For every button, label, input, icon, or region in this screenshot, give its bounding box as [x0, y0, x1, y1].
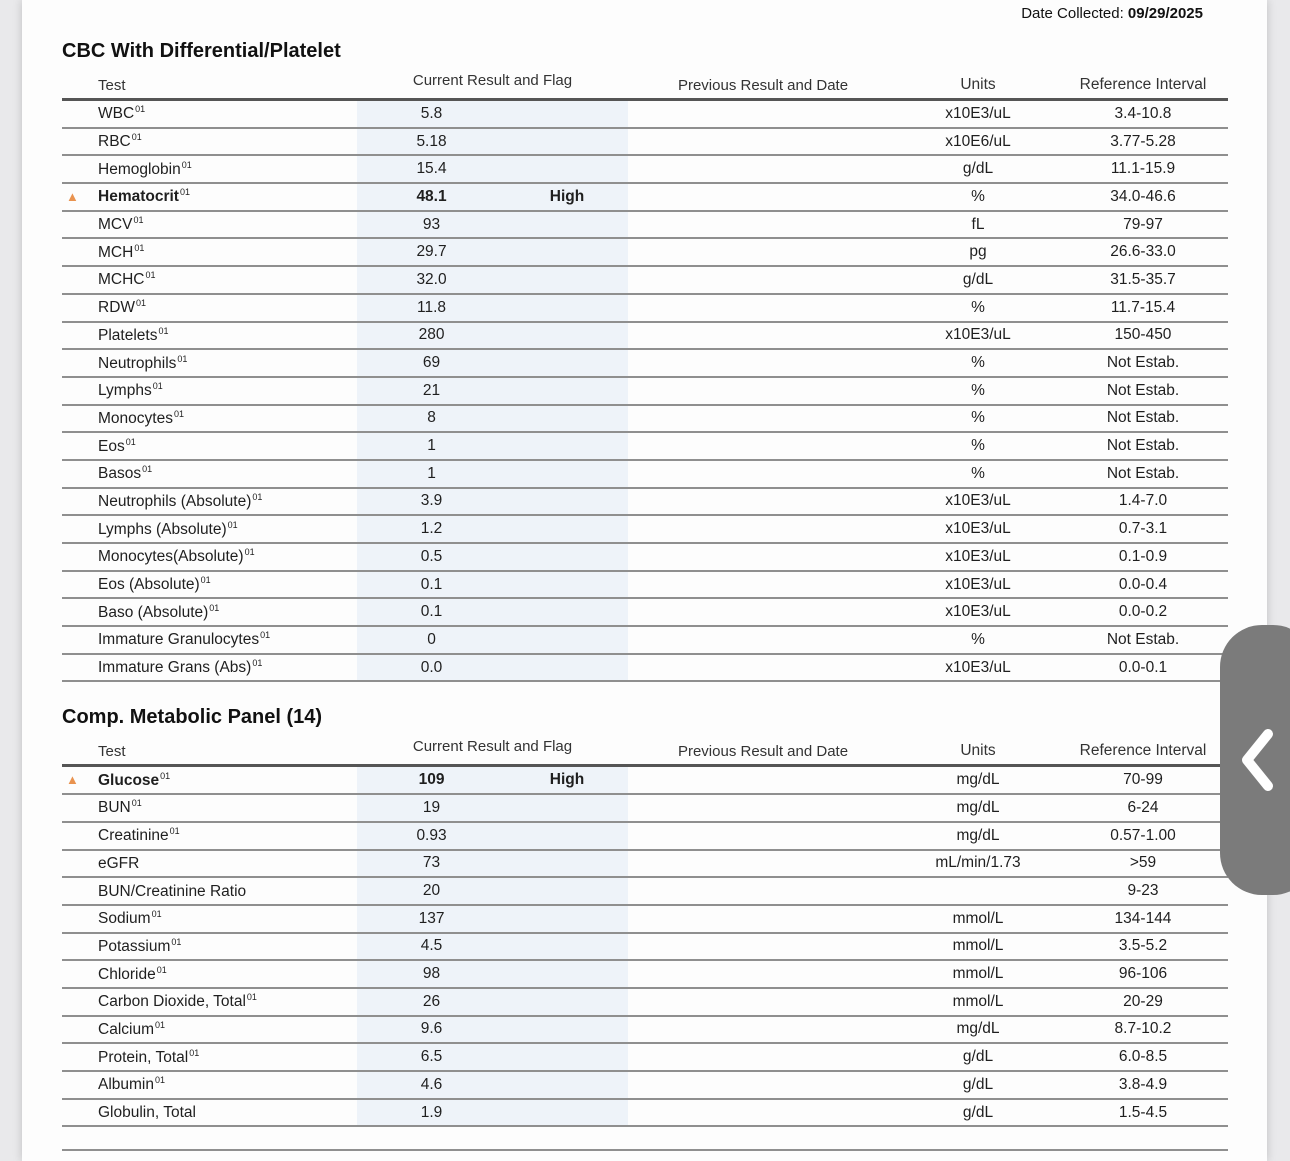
reference-cell: 3.77-5.28: [1110, 132, 1176, 150]
test-cell: [62, 160, 357, 179]
result-value: 21: [422, 381, 441, 399]
units-cell: mg/dL: [956, 1020, 1000, 1038]
lab-result-row: [62, 212, 1228, 240]
column-header-previous-result: Previous Result and Date: [677, 742, 849, 760]
result-value: 0.93: [416, 826, 447, 844]
current-result-cell: [357, 461, 628, 487]
current-result-cell: [357, 239, 628, 265]
test-superscript: 01: [244, 547, 255, 558]
test-cell: [62, 1075, 357, 1094]
lab-result-row: [62, 1017, 1228, 1045]
current-result-cell: [357, 544, 628, 570]
current-result-cell: [357, 599, 628, 625]
test-cell: [62, 354, 357, 373]
units-cell: x10E3/uL: [945, 547, 1011, 565]
current-result-cell: [357, 156, 628, 182]
reference-cell: 26.6-33.0: [1110, 243, 1176, 261]
test-name: Potassium: [98, 937, 171, 955]
test-name: Creatinine: [98, 827, 169, 845]
lab-result-row: [62, 627, 1228, 655]
lab-result-row: [62, 1072, 1228, 1100]
column-header-current-result: Current Result and Flag: [412, 72, 573, 89]
test-name: Baso (Absolute): [98, 603, 209, 621]
current-result-cell: [357, 823, 628, 849]
lab-result-row: [62, 239, 1228, 267]
lab-result-row: [62, 989, 1228, 1017]
test-name: Immature Granulocytes: [98, 631, 260, 649]
result-value: 19: [422, 798, 441, 816]
test-name: Glucose: [98, 771, 160, 789]
result-value: 5.8: [420, 104, 443, 122]
reference-cell: 0.0-0.4: [1118, 575, 1168, 593]
test-name: RDW: [98, 299, 136, 317]
current-result-cell: [357, 989, 628, 1015]
test-superscript: 01: [209, 602, 220, 613]
reference-cell: 11.1-15.9: [1110, 160, 1176, 178]
test-cell: [62, 798, 357, 817]
reference-cell: 31.5-35.7: [1110, 270, 1176, 288]
lab-panel-section: [22, 704, 1267, 1151]
lab-result-row: [62, 406, 1228, 434]
result-value: 69: [422, 354, 441, 372]
test-name: Hematocrit: [98, 188, 179, 206]
reference-cell: 1.5-4.5: [1118, 1103, 1168, 1121]
test-cell: [62, 1103, 357, 1122]
test-superscript: 01: [200, 575, 211, 586]
result-value: 5.18: [416, 132, 447, 150]
current-result-cell: [357, 961, 628, 987]
current-result-cell: [357, 212, 628, 238]
units-cell: mmol/L: [952, 937, 1004, 955]
test-name: RBC: [98, 133, 131, 151]
reference-cell: Not Estab.: [1106, 354, 1180, 372]
reference-cell: >59: [1129, 854, 1157, 872]
reference-cell: 6.0-8.5: [1118, 1048, 1168, 1066]
current-result-cell: [357, 323, 628, 349]
test-cell: [62, 547, 357, 566]
date-collected-label: Date Collected:: [1021, 5, 1128, 22]
lab-result-row: [62, 544, 1228, 572]
result-value: 1.9: [420, 1103, 443, 1121]
test-name: BUN: [98, 799, 131, 817]
units-cell: x10E3/uL: [945, 658, 1011, 676]
result-value: 48.1: [416, 187, 447, 205]
current-result-cell: [357, 655, 628, 681]
test-cell: [62, 909, 357, 928]
test-name: Immature Grans (Abs): [98, 659, 252, 677]
lab-result-row: [62, 516, 1228, 544]
reference-cell: 9-23: [1127, 882, 1159, 900]
current-result-cell: [357, 350, 628, 376]
reference-cell: 34.0-46.6: [1110, 187, 1176, 205]
lab-result-row: [62, 101, 1228, 129]
lab-result-row: [62, 1044, 1228, 1072]
reference-cell: 3.8-4.9: [1118, 1075, 1168, 1093]
current-result-cell: [357, 1072, 628, 1098]
lab-result-row: [62, 655, 1228, 683]
result-value: 4.5: [420, 937, 443, 955]
lab-panel-section: [22, 38, 1267, 682]
test-name: Eos: [98, 437, 125, 455]
result-flag-text: High: [549, 187, 585, 205]
test-name: BUN/Creatinine Ratio: [98, 882, 247, 900]
test-superscript: 01: [177, 353, 188, 364]
lab-result-row: [62, 184, 1228, 212]
test-cell: [62, 270, 357, 289]
result-value: 20: [422, 882, 441, 900]
units-cell: %: [971, 437, 985, 455]
column-header-previous-result: Previous Result and Date: [677, 76, 849, 94]
units-cell: fL: [971, 215, 985, 233]
units-cell: mL/min/1.73: [935, 854, 1021, 872]
test-cell: [62, 937, 357, 956]
units-cell: %: [971, 464, 985, 482]
reference-cell: 1.4-7.0: [1118, 492, 1168, 510]
result-flag-text: High: [549, 771, 585, 789]
result-value: 1.2: [420, 520, 443, 538]
units-cell: g/dL: [962, 160, 994, 178]
test-name: Hemoglobin: [98, 160, 181, 178]
result-value: 3.9: [420, 492, 443, 510]
test-name: Sodium: [98, 910, 151, 928]
test-superscript: 01: [156, 964, 167, 975]
current-result-cell: [357, 906, 628, 932]
date-collected: [22, 0, 1267, 26]
test-superscript: 01: [136, 298, 147, 309]
lab-result-row: [62, 934, 1228, 962]
lab-result-row: [62, 599, 1228, 627]
test-cell: [62, 492, 357, 511]
table-header-row: [62, 738, 1228, 767]
result-value: 137: [418, 909, 445, 927]
test-superscript: 01: [160, 770, 171, 781]
result-value: 1: [427, 464, 436, 482]
current-result-cell: [357, 572, 628, 598]
reference-cell: Not Estab.: [1106, 630, 1180, 648]
result-value: 0.1: [420, 603, 443, 621]
reference-cell: 20-29: [1123, 992, 1163, 1010]
test-name: Protein, Total: [98, 1048, 189, 1066]
units-cell: mmol/L: [952, 965, 1004, 983]
lab-result-row: [62, 295, 1228, 323]
test-cell: [62, 603, 357, 622]
reference-cell: 0.1-0.9: [1118, 547, 1168, 565]
reference-cell: Not Estab.: [1106, 464, 1180, 482]
test-name: Carbon Dioxide, Total: [98, 993, 246, 1011]
test-cell: [62, 1020, 357, 1039]
lab-result-row: [62, 823, 1228, 851]
units-cell: %: [971, 630, 985, 648]
current-result-cell: [357, 184, 628, 210]
lab-result-row: [62, 961, 1228, 989]
current-result-cell: [357, 406, 628, 432]
units-cell: %: [971, 298, 985, 316]
lab-result-row: [62, 323, 1228, 351]
column-header-units: Units: [960, 742, 996, 760]
test-cell: [62, 381, 357, 400]
result-value: 98: [422, 965, 441, 983]
current-result-cell: [357, 627, 628, 653]
test-name: eGFR: [98, 854, 140, 872]
units-cell: %: [971, 381, 985, 399]
current-result-cell: [357, 378, 628, 404]
date-collected-value: 09/29/2025: [1127, 5, 1203, 22]
units-cell: x10E3/uL: [945, 104, 1011, 122]
units-cell: %: [971, 354, 985, 372]
current-result-cell: [357, 267, 628, 293]
units-cell: mmol/L: [952, 909, 1004, 927]
reference-cell: 6-24: [1127, 798, 1159, 816]
test-superscript: 01: [173, 408, 184, 419]
lab-result-row: [62, 1100, 1228, 1128]
test-cell: [62, 298, 357, 317]
result-value: 11.8: [417, 298, 447, 316]
lab-result-row: [62, 795, 1228, 823]
units-cell: x10E3/uL: [945, 575, 1011, 593]
units-cell: g/dL: [962, 1075, 994, 1093]
units-cell: %: [971, 409, 985, 427]
test-superscript: 01: [155, 1075, 166, 1086]
test-superscript: 01: [252, 658, 263, 669]
high-flag-icon: ▲: [66, 188, 79, 204]
reference-cell: Not Estab.: [1106, 409, 1180, 427]
test-cell: [62, 965, 357, 984]
section-rows: [62, 767, 1228, 1151]
column-header-test: Test: [98, 76, 126, 94]
reference-cell: 0.57-1.00: [1110, 826, 1176, 844]
lab-result-row: [62, 267, 1228, 295]
test-superscript: 01: [145, 270, 156, 281]
test-superscript: 01: [246, 992, 257, 1003]
current-result-cell: [357, 851, 628, 877]
test-cell: [62, 187, 357, 206]
lab-result-row: [62, 129, 1228, 157]
units-cell: pg: [969, 243, 987, 261]
test-name: MCHC: [98, 271, 145, 289]
section-title: Comp. Metabolic Panel (14): [62, 706, 323, 729]
result-value: 0.5: [420, 547, 443, 565]
current-result-cell: [357, 295, 628, 321]
current-result-cell: [357, 795, 628, 821]
test-cell: [62, 826, 357, 845]
test-superscript: 01: [171, 936, 182, 947]
result-value: 0.0: [420, 658, 443, 676]
test-name: Neutrophils: [98, 354, 177, 372]
result-value: 73: [422, 854, 441, 872]
lab-result-row: [62, 461, 1228, 489]
chevron-left-icon: [1238, 728, 1276, 792]
column-header-test: Test: [98, 742, 126, 760]
result-value: 1: [427, 437, 436, 455]
lab-result-row: [62, 906, 1228, 934]
result-value: 9.6: [420, 1020, 443, 1038]
reference-cell: 3.4-10.8: [1114, 104, 1172, 122]
units-cell: g/dL: [962, 1048, 994, 1066]
result-value: 280: [418, 326, 445, 344]
units-cell: g/dL: [962, 270, 994, 288]
test-name: MCV: [98, 216, 133, 234]
reference-cell: 79-97: [1123, 215, 1163, 233]
test-superscript: 01: [179, 187, 190, 198]
test-superscript: 01: [260, 630, 271, 641]
reference-cell: 70-99: [1123, 771, 1163, 789]
test-cell: [62, 630, 357, 649]
test-superscript: 01: [169, 826, 180, 837]
lab-result-row: [62, 350, 1228, 378]
test-cell: [62, 326, 357, 345]
test-name: Calcium: [98, 1020, 154, 1038]
test-cell: [62, 771, 357, 790]
current-result-cell: [357, 878, 628, 904]
result-value: 32.0: [416, 270, 447, 288]
result-value: 109: [418, 771, 445, 789]
test-superscript: 01: [142, 464, 153, 475]
test-superscript: 01: [135, 104, 146, 115]
result-value: 0.1: [420, 575, 443, 593]
test-name: MCH: [98, 243, 134, 261]
units-cell: x10E6/uL: [945, 132, 1011, 150]
result-value: 0: [427, 630, 436, 648]
reference-cell: 0.0-0.2: [1118, 603, 1168, 621]
test-superscript: 01: [227, 519, 238, 530]
reference-cell: Not Estab.: [1106, 437, 1180, 455]
test-name: Platelets: [98, 326, 158, 344]
test-name: Eos (Absolute): [98, 576, 200, 594]
test-superscript: 01: [252, 491, 263, 502]
test-name: Basos: [98, 465, 142, 483]
units-cell: mg/dL: [956, 771, 1000, 789]
current-result-cell: [357, 767, 628, 793]
test-name: Monocytes(Absolute): [98, 548, 244, 566]
test-name: Albumin: [98, 1076, 154, 1094]
current-result-cell: [357, 934, 628, 960]
current-result-cell: [357, 1044, 628, 1070]
lab-result-row: [62, 851, 1228, 879]
test-cell: [62, 132, 357, 151]
current-result-cell: [357, 129, 628, 155]
test-name: Lymphs (Absolute): [98, 520, 227, 538]
test-superscript: 01: [131, 798, 142, 809]
test-superscript: 01: [133, 215, 144, 226]
test-superscript: 01: [152, 381, 163, 392]
test-cell: [62, 464, 357, 483]
units-cell: %: [971, 187, 985, 205]
lab-result-row: [62, 767, 1228, 795]
units-cell: mmol/L: [952, 992, 1004, 1010]
test-superscript: 01: [189, 1047, 200, 1058]
column-header-reference-interval: Reference Interval: [1079, 76, 1207, 93]
test-cell: [62, 882, 357, 901]
test-name: Globulin, Total: [98, 1104, 196, 1122]
lab-result-row: [62, 378, 1228, 406]
column-header-reference-interval: Reference Interval: [1079, 742, 1207, 760]
reference-cell: 3.5-5.2: [1118, 937, 1168, 955]
reference-cell: 150-450: [1114, 326, 1172, 344]
units-cell: g/dL: [962, 1103, 994, 1121]
test-superscript: 01: [154, 1019, 165, 1030]
test-cell: [62, 243, 357, 262]
units-cell: x10E3/uL: [945, 520, 1011, 538]
test-name: Lymphs: [98, 382, 152, 400]
current-result-cell: [357, 101, 628, 127]
column-header-current-result: Current Result and Flag: [412, 738, 573, 756]
current-result-cell: [357, 1100, 628, 1126]
units-cell: x10E3/uL: [945, 492, 1011, 510]
result-value: 93: [422, 215, 441, 233]
reference-cell: 96-106: [1118, 965, 1168, 983]
test-cell: [62, 437, 357, 456]
lab-result-row: [62, 433, 1228, 461]
current-result-cell: [357, 1017, 628, 1043]
test-cell: [62, 520, 357, 539]
section-title: CBC With Differential/Platelet: [62, 40, 341, 62]
reference-cell: 134-144: [1114, 909, 1172, 927]
units-cell: x10E3/uL: [945, 603, 1011, 621]
column-header-units: Units: [960, 76, 996, 93]
reference-cell: 8.7-10.2: [1114, 1020, 1172, 1038]
reference-cell: 0.7-3.1: [1118, 520, 1168, 538]
high-flag-icon: ▲: [66, 772, 79, 788]
lab-result-row: [62, 572, 1228, 600]
section-rows: [62, 101, 1228, 682]
lab-result-row: [62, 878, 1228, 906]
lab-result-row: [62, 156, 1228, 184]
test-superscript: 01: [125, 436, 136, 447]
test-superscript: 01: [151, 909, 162, 920]
test-cell: [62, 104, 357, 123]
lab-result-row: [62, 489, 1228, 517]
test-superscript: 01: [134, 242, 145, 253]
units-cell: mg/dL: [956, 798, 1000, 816]
reference-cell: 0.0-0.1: [1118, 658, 1168, 676]
test-superscript: 01: [131, 132, 142, 143]
test-cell: [62, 1048, 357, 1067]
result-value: 8: [427, 409, 436, 427]
test-name: Chloride: [98, 965, 156, 983]
current-result-cell: [357, 433, 628, 459]
test-name: WBC: [98, 105, 135, 123]
collapse-panel-button[interactable]: [1220, 625, 1290, 895]
test-superscript: 01: [158, 325, 169, 336]
units-cell: x10E3/uL: [945, 326, 1011, 344]
units-cell: mg/dL: [956, 826, 1000, 844]
test-cell: [62, 854, 357, 873]
current-result-cell: [357, 516, 628, 542]
test-cell: [62, 215, 357, 234]
result-value: 4.6: [420, 1075, 443, 1093]
result-value: 26: [422, 992, 441, 1010]
test-name: Neutrophils (Absolute): [98, 492, 252, 510]
test-superscript: 01: [181, 159, 192, 170]
test-cell: [62, 992, 357, 1011]
reference-cell: Not Estab.: [1106, 381, 1180, 399]
lab-report-page: [22, 0, 1267, 1161]
reference-cell: 11.7-15.4: [1110, 298, 1176, 316]
current-result-cell: [357, 489, 628, 515]
test-name: Monocytes: [98, 409, 173, 427]
result-value: 6.5: [420, 1048, 443, 1066]
test-cell: [62, 658, 357, 677]
test-cell: [62, 409, 357, 428]
result-value: 29.7: [416, 243, 447, 261]
result-value: 15.4: [416, 160, 447, 178]
table-header-row: [62, 72, 1228, 101]
test-cell: [62, 575, 357, 594]
